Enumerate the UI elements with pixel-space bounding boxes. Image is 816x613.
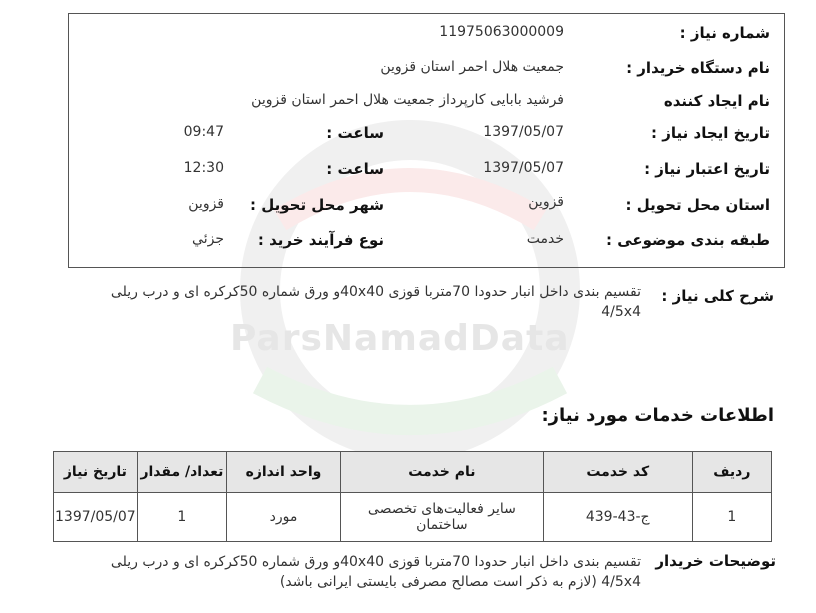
province-value: قزوین — [528, 194, 564, 210]
valid-date-value: 1397/05/07 — [483, 160, 564, 176]
valid-date-row — [69, 160, 784, 190]
services-title: اطلاعات خدمات مورد نیاز: — [541, 405, 774, 426]
cell-service-code: ج-43-439 — [543, 493, 692, 542]
cell-row-number: 1 — [692, 493, 771, 542]
province-label: استان محل تحویل : — [625, 196, 770, 214]
category-row — [69, 231, 784, 261]
need-number-label: شماره نیاز : — [679, 24, 770, 42]
city-label: شهر محل تحویل : — [249, 196, 384, 214]
need-number-value: 11975063000009 — [439, 24, 564, 40]
creator-value: فرشید بابایی کارپرداز جمعیت هلال احمر استان قزوین — [251, 92, 564, 108]
process-label: نوع فرآیند خرید : — [257, 231, 384, 249]
create-time-value: 09:47 — [183, 124, 224, 140]
process-value: جزئي — [192, 231, 224, 247]
create-date-label: تاریخ ایجاد نیاز : — [651, 124, 770, 142]
create-date-row — [69, 124, 784, 154]
need-info-panel — [68, 13, 785, 268]
category-value: خدمت — [526, 231, 564, 247]
valid-time-label: ساعت : — [326, 160, 384, 178]
delivery-row — [69, 196, 784, 226]
header-service-code: کد خدمت — [543, 452, 692, 493]
buyer-notes-text: تقسیم بندی داخل انبار حدودا 70متربا قوزی 40x40و ورق شماره 50کرکره ای و درب ریلی 4/5x4 (لازم به ذکر است مصالح مصرفی بایستی ایرانی باشد) — [110, 554, 641, 590]
buyer-notes-label: توضیحات خریدار — [655, 552, 776, 570]
header-need-date: تاریخ نیاز — [54, 452, 138, 493]
buyer-org-label: نام دستگاه خریدار : — [626, 59, 770, 77]
buyer-org-value: جمعیت هلال احمر استان قزوین — [380, 59, 564, 75]
description-label: شرح کلی نیاز : — [661, 287, 774, 305]
category-label: طبقه بندی موضوعی : — [606, 231, 770, 249]
buyer-org-row — [69, 59, 784, 89]
cell-service-name: سایر فعالیت‌های تخصصی ساختمان — [340, 493, 543, 542]
services-table — [53, 451, 772, 542]
valid-date-label: تاریخ اعتبار نیاز : — [644, 160, 770, 178]
header-quantity: تعداد/ مقدار — [137, 452, 226, 493]
city-value: قزوین — [188, 196, 224, 212]
create-date-value: 1397/05/07 — [483, 124, 564, 140]
need-number-row — [69, 24, 784, 54]
creator-label: نام ایجاد کننده — [663, 92, 770, 110]
cell-quantity: 1 — [137, 493, 226, 542]
description-text: تقسیم بندی داخل انبار حدودا 70متربا قوزی 40x40و ورق شماره 50کرکره ای و درب ریلی 4/5x4 — [110, 284, 641, 320]
table-header-row — [54, 452, 772, 493]
table-row — [54, 493, 772, 542]
valid-time-value: 12:30 — [183, 160, 224, 176]
cell-need-date: 1397/05/07 — [54, 493, 138, 542]
header-row-number: ردیف — [692, 452, 771, 493]
header-unit: واحد اندازه — [227, 452, 341, 493]
watermark-text: ParsNamadData — [230, 318, 570, 359]
cell-unit: مورد — [227, 493, 341, 542]
header-service-name: نام خدمت — [340, 452, 543, 493]
creator-row — [69, 92, 784, 122]
create-time-label: ساعت : — [326, 124, 384, 142]
